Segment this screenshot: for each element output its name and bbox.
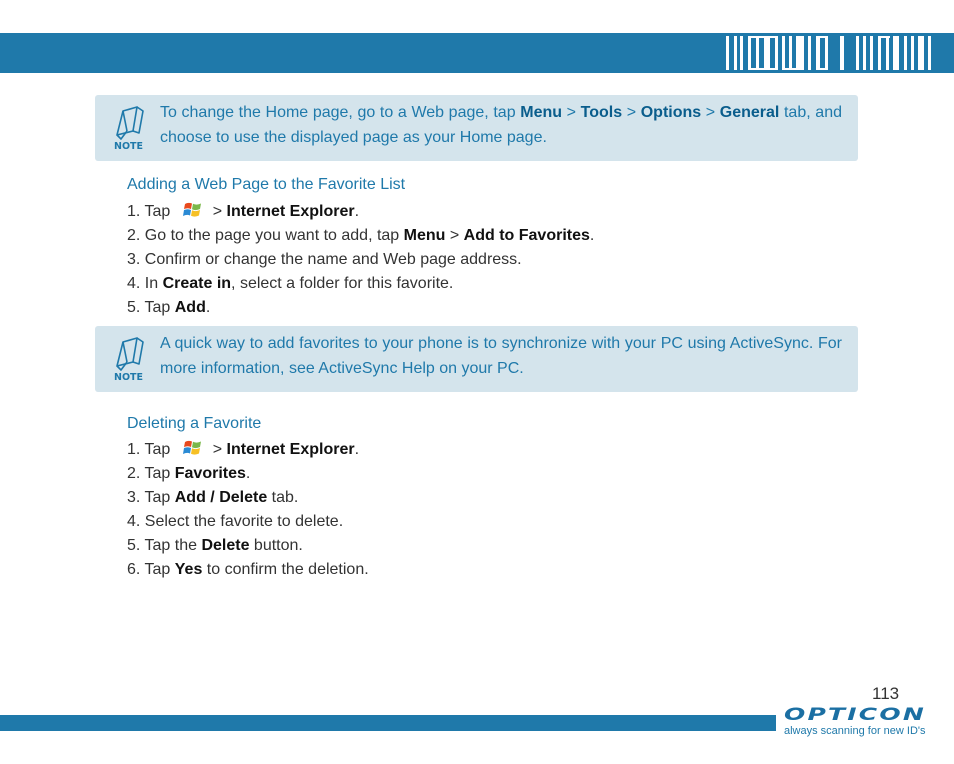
text-run: 5. Tap [127,299,175,316]
text-run: > [212,441,227,458]
list-item [127,438,369,462]
list-item [127,462,369,486]
text-run: tab. [267,489,299,506]
text-run: . [354,441,360,458]
text-run: . [245,465,251,482]
note-label [113,139,147,151]
steps-list [127,200,594,320]
text-run: 1. Tap [127,441,175,458]
text-run: tab, and choose to use the displayed page as your Home page. [160,104,843,146]
note-label [113,370,147,382]
list-item [127,534,369,558]
text-run: . [205,299,211,316]
text-run: 3. Tap [127,489,175,506]
windows-start-icon [183,439,203,457]
bold-term: General [719,104,780,121]
steps-list [127,438,369,582]
bold-term: Delete [201,537,250,554]
text-run: 3. Confirm or change the name and Web page address. [127,251,522,268]
list-item [127,272,594,296]
text-run: > [212,203,227,220]
text-run: A quick way to add favorites to your phone is to synchronize with your PC using ActiveSync. For more information, see ActiveSync Help on your PC. [160,335,842,377]
text-run: > [445,227,464,244]
list-item [127,248,594,272]
bold-term: Add [174,299,206,316]
svg-text:OPTICON: OPTICON [784,705,926,723]
note-box [95,326,858,392]
bold-term: Favorites [174,465,246,482]
text-run: To change the Home page, go to a Web page, tap [160,104,521,121]
text-run: 6. Tap [127,561,175,578]
bold-term: Create in [162,275,232,292]
list-item [127,296,594,320]
barcode-logo-icon [726,36,936,70]
note-text [160,100,842,150]
bold-term: Internet Explorer [226,203,355,220]
text-run: 2. Go to the page you want to add, tap [127,227,404,244]
tagline: always scanning for new ID's [784,725,926,737]
list-item [127,200,594,224]
text-run: , select a folder for this favorite. [231,275,454,292]
svg-text:NOTE: NOTE [114,141,143,151]
text-run: 1. Tap [127,203,175,220]
windows-start-icon [183,201,203,219]
page-number: 113 [872,684,900,703]
note-box [95,95,858,161]
section-heading: Deleting a Favorite [127,415,262,432]
text-run: > [562,104,581,121]
text-run: to confirm the deletion. [202,561,369,578]
opticon-logo [784,705,928,723]
bold-term: Menu [403,227,446,244]
list-item [127,558,369,582]
section-heading: Adding a Web Page to the Favorite List [127,176,406,193]
bold-term: Add to Favorites [463,227,590,244]
list-item [127,510,369,534]
svg-text:NOTE: NOTE [114,372,143,382]
bold-term: Add / Delete [174,489,268,506]
text-run: 4. Select the favorite to delete. [127,513,344,530]
bold-term: Tools [580,104,623,121]
list-item [127,224,594,248]
text-run: button. [249,537,303,554]
bold-term: Internet Explorer [226,441,355,458]
text-run: 5. Tap the [127,537,202,554]
bold-term: Yes [174,561,203,578]
text-run: . [589,227,595,244]
text-run: > [622,104,641,121]
note-text [160,331,842,381]
footer-bar [0,715,776,731]
bold-term: Options [640,104,702,121]
list-item [127,486,369,510]
text-run: . [354,203,360,220]
bold-term: Menu [520,104,563,121]
text-run: 4. In [127,275,163,292]
text-run: > [701,104,720,121]
text-run: 2. Tap [127,465,175,482]
